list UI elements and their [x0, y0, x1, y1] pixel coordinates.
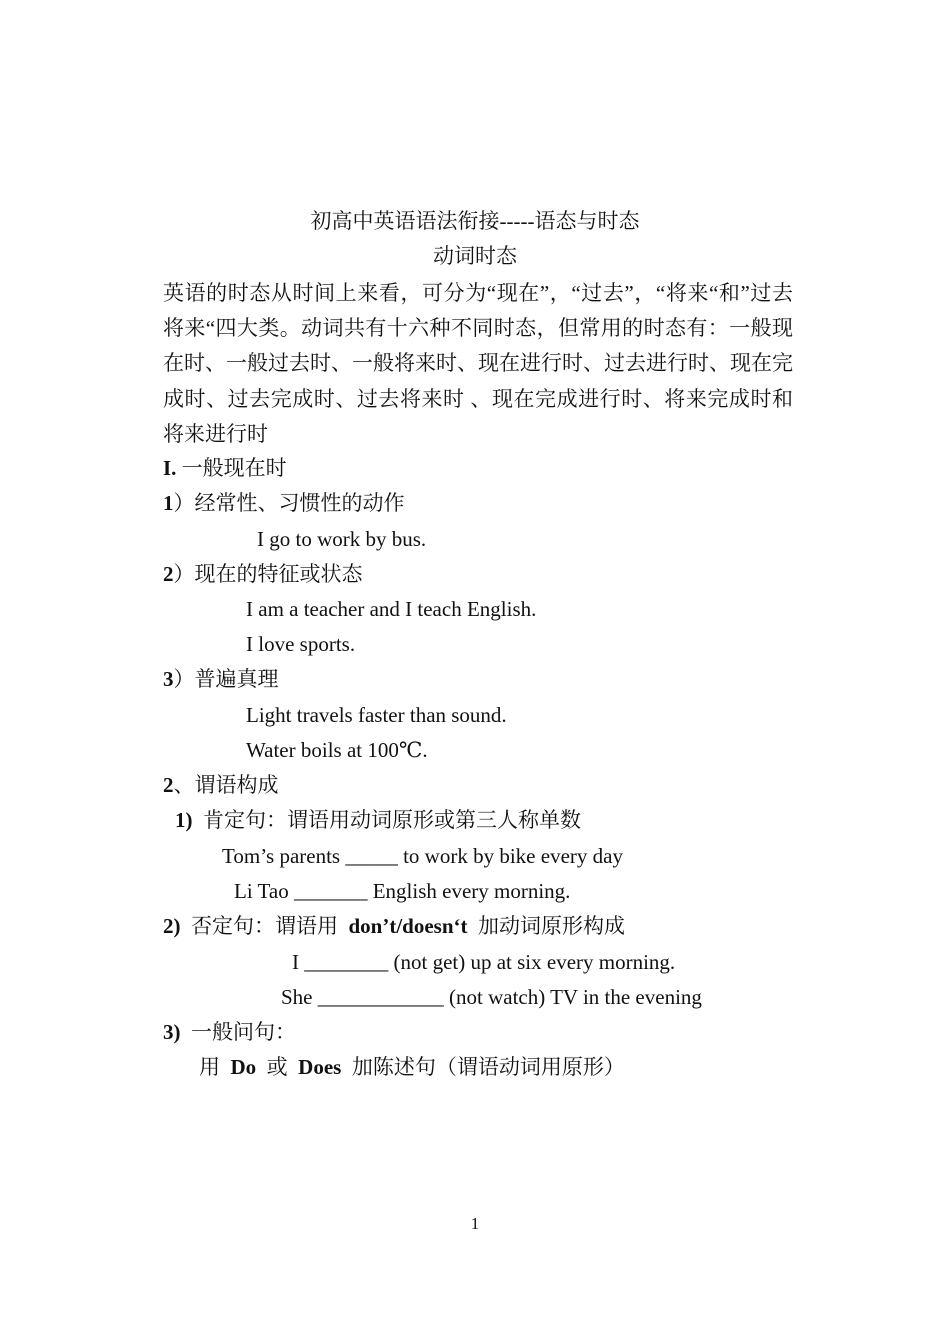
negative-number: 2) — [163, 914, 181, 938]
negative-text-before: 否定句：谓语用 — [191, 914, 338, 938]
question-use: 用 — [199, 1055, 220, 1079]
section2-number: 2 — [163, 773, 174, 797]
item1-example: I go to work by bus. — [257, 527, 427, 551]
item3-heading — [163, 665, 279, 693]
affirmative-text: 肯定句：谓语用动词原形或第三人称单数 — [203, 808, 581, 832]
negative-heading — [163, 912, 625, 940]
item1-heading — [163, 489, 405, 517]
affirmative-number: 1) — [175, 808, 193, 832]
section1-label: I. — [163, 456, 177, 480]
intro-paragraph: 英语的时态从时间上来看，可分为“现在”，“过去”，“将来“和”过去将来“四大类。动词共有十六种不同时态，但常用的时态有：一般现在时、一般过去时、一般将来时、现在进行时、过去进行时、现在完成时、过去完成时、过去将来时 、现在完成进行时、将来完成时和将来进行时 — [163, 281, 793, 446]
question-text: 一般问句： — [191, 1020, 296, 1044]
item3-example-2: Water boils at 100℃. — [246, 738, 428, 762]
question-do: Do — [230, 1055, 257, 1079]
item2-text: ）现在的特征或状态 — [173, 562, 363, 586]
affirmative-example-1: Tom’s parents _____ to work by bike every day — [222, 844, 623, 868]
item2-heading — [163, 560, 363, 588]
negative-text-after: 加动词原形构成 — [478, 914, 626, 938]
negative-example-1: I ________ (not get) up at six every morning. — [292, 950, 676, 974]
affirmative-heading — [175, 806, 581, 834]
section2-heading — [163, 771, 279, 799]
section1-title: 一般现在时 — [181, 456, 287, 480]
question-or: 或 — [266, 1055, 288, 1079]
item1-text: ）经常性、习惯性的动作 — [173, 491, 405, 515]
document-title: 初高中英语语法衔接-----语态与时态 — [310, 209, 640, 233]
item2-number: 2 — [163, 562, 174, 586]
negative-example-2: She ____________ (not watch) TV in the evening — [281, 985, 702, 1009]
question-heading — [163, 1018, 296, 1046]
section1-heading — [163, 454, 287, 482]
item2-example-2: I love sports. — [246, 632, 356, 656]
section2-title: 、谓语构成 — [173, 773, 279, 797]
item3-number: 3 — [163, 667, 174, 691]
negative-auxiliary: don’t/doesn‘t — [348, 914, 468, 938]
page-number: 1 — [470, 1214, 480, 1233]
question-rest: 加陈述句（谓语动词用原形） — [351, 1055, 625, 1079]
question-does: Does — [298, 1055, 342, 1079]
item3-example-1: Light travels faster than sound. — [246, 703, 507, 727]
item3-text: ）普遍真理 — [173, 667, 279, 691]
item1-number: 1 — [163, 491, 174, 515]
document-subtitle: 动词时态 — [433, 244, 517, 268]
question-number: 3) — [163, 1020, 181, 1044]
question-rule — [199, 1053, 625, 1081]
item2-example-1: I am a teacher and I teach English. — [246, 597, 537, 621]
affirmative-example-2: Li Tao _______ English every morning. — [234, 879, 571, 903]
